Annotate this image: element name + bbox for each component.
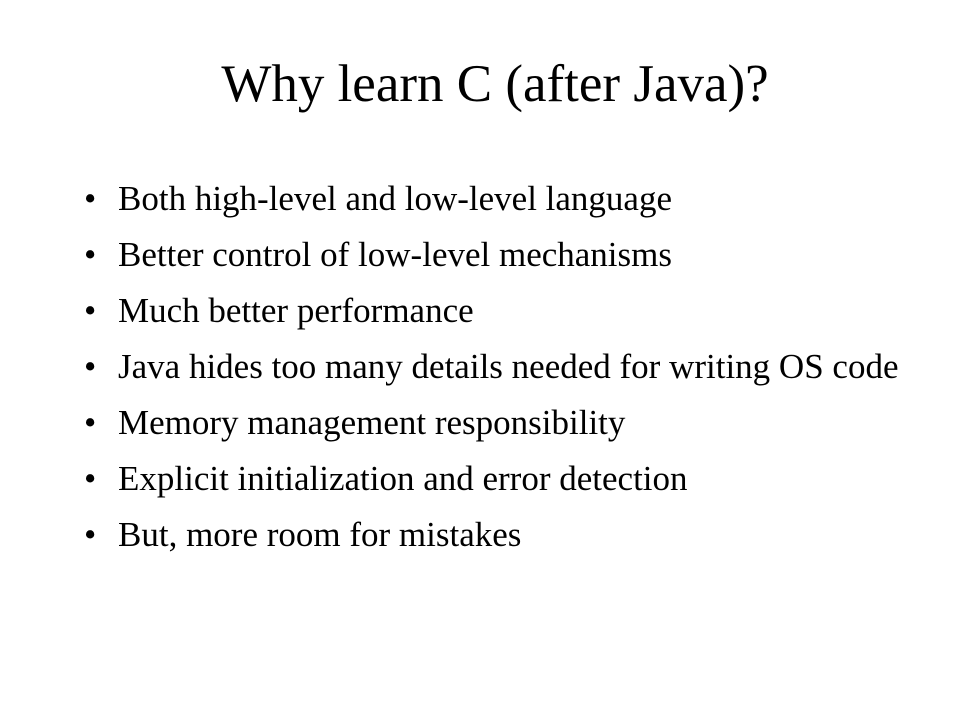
bullet-text: Much better performance — [118, 291, 474, 330]
bullet-text: Better control of low-level mechanisms — [118, 235, 673, 274]
bullet-icon: • — [84, 515, 97, 554]
bullet-text: Explicit initialization and error detection — [118, 459, 688, 498]
bullet-text: But, more room for mistakes — [118, 515, 522, 554]
list-item — [84, 292, 904, 329]
list-item — [84, 516, 904, 553]
bullet-icon: • — [84, 403, 97, 442]
bullet-text: Memory management responsibility — [118, 403, 626, 442]
list-item — [84, 404, 904, 441]
list-item — [84, 180, 904, 217]
bullet-list — [84, 180, 904, 572]
bullet-icon: • — [84, 235, 97, 274]
bullet-icon: • — [84, 179, 97, 218]
list-item — [84, 236, 904, 273]
list-item — [84, 460, 904, 497]
bullet-icon: • — [84, 347, 97, 386]
bullet-icon: • — [84, 291, 97, 330]
slide-title: Why learn C (after Java)? — [221, 55, 769, 113]
list-item — [84, 348, 904, 385]
bullet-icon: • — [84, 459, 97, 498]
bullet-text: Both high-level and low-level language — [118, 179, 673, 218]
bullet-text: Java hides too many details needed for writing OS code — [118, 347, 899, 386]
